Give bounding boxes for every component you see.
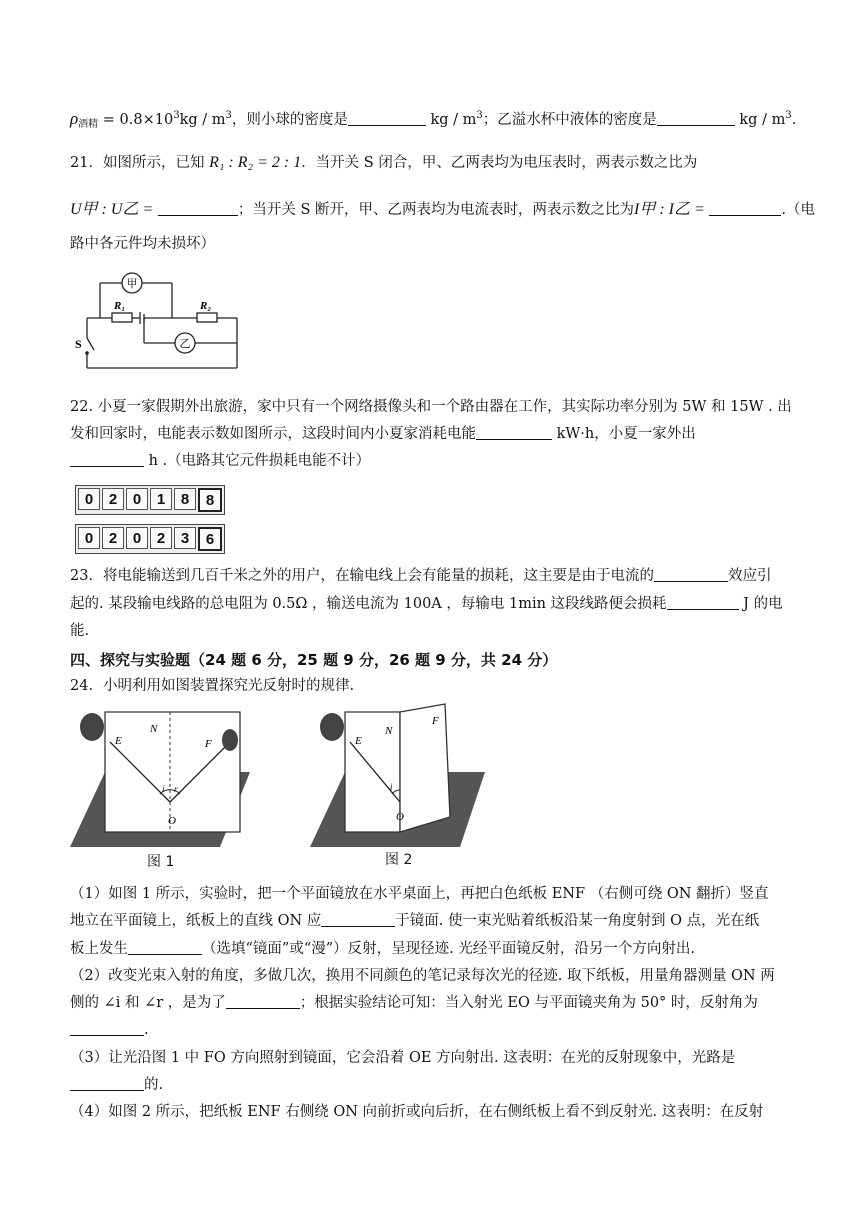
answer-blank[interactable]	[128, 940, 202, 955]
answer-blank[interactable]	[667, 595, 739, 610]
label-E: E	[115, 735, 122, 747]
unit-text: kg / m	[739, 112, 786, 128]
answer-blank[interactable]	[348, 111, 426, 126]
q24-text: 的.	[144, 1077, 164, 1093]
meter-decimal-digit: 8	[198, 488, 222, 512]
switch-contact	[85, 351, 89, 355]
q24-part3-line1: （3）让光沿图 1 中 FO 方向照射到镜面，它会沿着 OE 方向射出. 这表明：在光的反射现象中，光路是	[70, 1050, 736, 1066]
resistance-ratio: R₁ : R₂ = 2 : 1	[209, 154, 302, 171]
meter-jia-label: 甲	[126, 277, 138, 290]
r2-label: R₂	[200, 300, 212, 312]
voltage-ratio: U甲 : U乙 =	[70, 201, 154, 218]
current-ratio: I甲 : I乙 =	[634, 201, 705, 218]
energy-meter-end	[75, 524, 225, 554]
q24-part2-line3	[70, 1020, 149, 1040]
q21-line1	[70, 153, 697, 173]
unit-exponent: 3	[785, 110, 792, 121]
energy-meter-start	[75, 485, 225, 515]
label-F: F	[432, 715, 439, 727]
meter-digit: 0	[126, 488, 148, 510]
meter-digit: 2	[150, 527, 172, 549]
unit-exponent: 3	[225, 110, 232, 121]
answer-blank[interactable]	[70, 1021, 144, 1036]
q23-line2	[70, 594, 783, 614]
laser-pen-icon	[320, 713, 344, 741]
label-O: O	[396, 811, 404, 823]
q23-text: 效应引	[727, 568, 772, 584]
label-F: F	[205, 738, 212, 750]
meter-decimal-digit: 6	[198, 527, 222, 551]
r1-label: R₁	[114, 300, 126, 312]
paper-board-right-folded	[400, 704, 450, 832]
q21-text: ；当开关 S 断开，甲、乙两表均为电流表时，两表示数之比为	[237, 202, 635, 218]
q21-line2	[70, 200, 815, 220]
q21-text: .（电	[781, 202, 816, 218]
laser-pen-icon	[80, 713, 104, 741]
meter-digit: 2	[102, 488, 124, 510]
q24-text: 侧的 ∠i 和 ∠r ，是为了	[70, 995, 226, 1011]
answer-blank[interactable]	[476, 425, 552, 440]
answer-blank[interactable]	[654, 567, 728, 582]
q24-part2-line1: （2）改变光束入射的角度，多做几次，换用不同颜色的笔记录每次光的径迹. 取下纸板，用量角器测量 ON 两	[70, 968, 775, 984]
meter-digit: 1	[150, 488, 172, 510]
figure-1-caption: 图 1	[147, 854, 175, 870]
q21-text: 21．如图所示，已知	[70, 155, 205, 171]
answer-blank[interactable]	[226, 994, 300, 1009]
q24-part1-line3	[70, 939, 695, 959]
q22-text: 发和回家时，电能表示数如图所示，这段时间内小夏家消耗电能	[70, 426, 476, 442]
q24-text: 板上发生	[70, 941, 128, 957]
period: .	[791, 112, 797, 128]
meter-digit: 8	[174, 488, 196, 510]
figure-2-reflection	[310, 702, 485, 852]
q24-part4-line1: （4）如图 2 所示，把纸板 ENF 右侧绕 ON 向前折或向后折，在右侧纸板上看不到反射光. 这表明：在反射	[70, 1104, 764, 1120]
rho-subscript: 酒精	[78, 119, 99, 130]
q24-intro: 24．小明利用如图装置探究光反射时的规律.	[70, 678, 355, 694]
q24-text: .	[144, 1022, 149, 1038]
label-N: N	[150, 723, 158, 735]
eye-icon	[222, 729, 238, 751]
q24-part1-line2	[70, 911, 759, 931]
label-r: r	[174, 784, 178, 794]
answer-blank[interactable]	[70, 452, 144, 467]
meter-digit: 0	[126, 527, 148, 549]
q24-part2-line2	[70, 993, 758, 1013]
q24-text: （选填“镜面”或“漫”）反射，呈现径迹. 光经平面镜反射，沿另一个方向射出.	[202, 941, 695, 957]
q22-line2	[70, 424, 696, 444]
label-E: E	[355, 735, 362, 747]
q22-text: h .（电路其它元件损耗电能不计）	[148, 453, 371, 469]
rho-symbol: ρ	[70, 109, 79, 128]
q20-text-ball: ，则小球的密度是	[231, 112, 348, 128]
rho-value: = 0.8×10	[102, 112, 174, 128]
q24-part3-line2	[70, 1075, 163, 1095]
figure-1-reflection	[70, 702, 250, 852]
q22-line3	[70, 451, 370, 471]
unit-text: kg / m	[430, 112, 477, 128]
meter-digit: 0	[78, 488, 100, 510]
answer-blank[interactable]	[321, 912, 395, 927]
meter-digit: 2	[102, 527, 124, 549]
unit-exponent: 3	[476, 110, 483, 121]
q23-text: 23．将电能输送到几百千米之外的用户，在输电线上会有能量的损耗，这主要是由于电流的	[70, 568, 654, 584]
section-heading: 四、探究与实验题（24 题 6 分，25 题 9 分，26 题 9 分，共 24 分）	[70, 651, 558, 669]
rho-exponent: 3	[173, 110, 180, 121]
circuit-diagram	[72, 268, 247, 373]
q20-text-liquid: ；乙溢水杯中液体的密度是	[482, 112, 657, 128]
answer-blank[interactable]	[709, 201, 781, 216]
q23-line1	[70, 566, 771, 586]
q23-text: 起的. 某段输电线路的总电阻为 0.5Ω ，输送电流为 100A ，每输电 1min 这段线路便会损耗	[70, 596, 667, 612]
q20-line	[70, 106, 796, 135]
meter-digit: 3	[174, 527, 196, 549]
label-N: N	[385, 725, 393, 737]
answer-blank[interactable]	[158, 201, 238, 216]
unit-text: kg / m	[179, 112, 226, 128]
q23-line3: 能.	[70, 623, 90, 639]
q24-text: 地立在平面镜上，纸板上的直线 ON 应	[70, 913, 322, 929]
q24-part1-line1: （1）如图 1 所示，实验时，把一个平面镜放在水平桌面上，再把白色纸板 ENF （右侧可绕 ON 翻折）竖直	[70, 886, 769, 902]
meter-yi-label: 乙	[179, 337, 191, 350]
q24-text: ；根据实验结论可知：当入射光 EO 与平面镜夹角为 50° 时，反射角为	[299, 995, 758, 1011]
paper-board	[105, 712, 240, 832]
q22-text: ，小夏一家外出	[594, 426, 696, 442]
figure-2-caption: 图 2	[385, 852, 413, 868]
switch-label: S	[75, 337, 82, 351]
q21-line3: 路中各元件均未损坏）	[70, 236, 215, 252]
answer-blank[interactable]	[70, 1076, 144, 1091]
unit-kwh: kW·h	[556, 426, 595, 442]
answer-blank[interactable]	[657, 111, 735, 126]
q21-text: ．当开关 S 闭合，甲、乙两表均为电压表时，两表示数之比为	[301, 155, 698, 171]
q22-line1: 22. 小夏一家假期外出旅游，家中只有一个网络摄像头和一个路由器在工作，其实际功率分别为 5W 和 15W . 出	[70, 399, 792, 415]
label-O: O	[168, 815, 176, 827]
label-i: i	[162, 784, 165, 794]
label-i: i	[390, 782, 393, 792]
q23-text: J 的电	[743, 596, 783, 612]
q24-text: 于镜面. 使一束光贴着纸板沿某一角度射到 O 点，光在纸	[395, 913, 760, 929]
meter-digit: 0	[78, 527, 100, 549]
